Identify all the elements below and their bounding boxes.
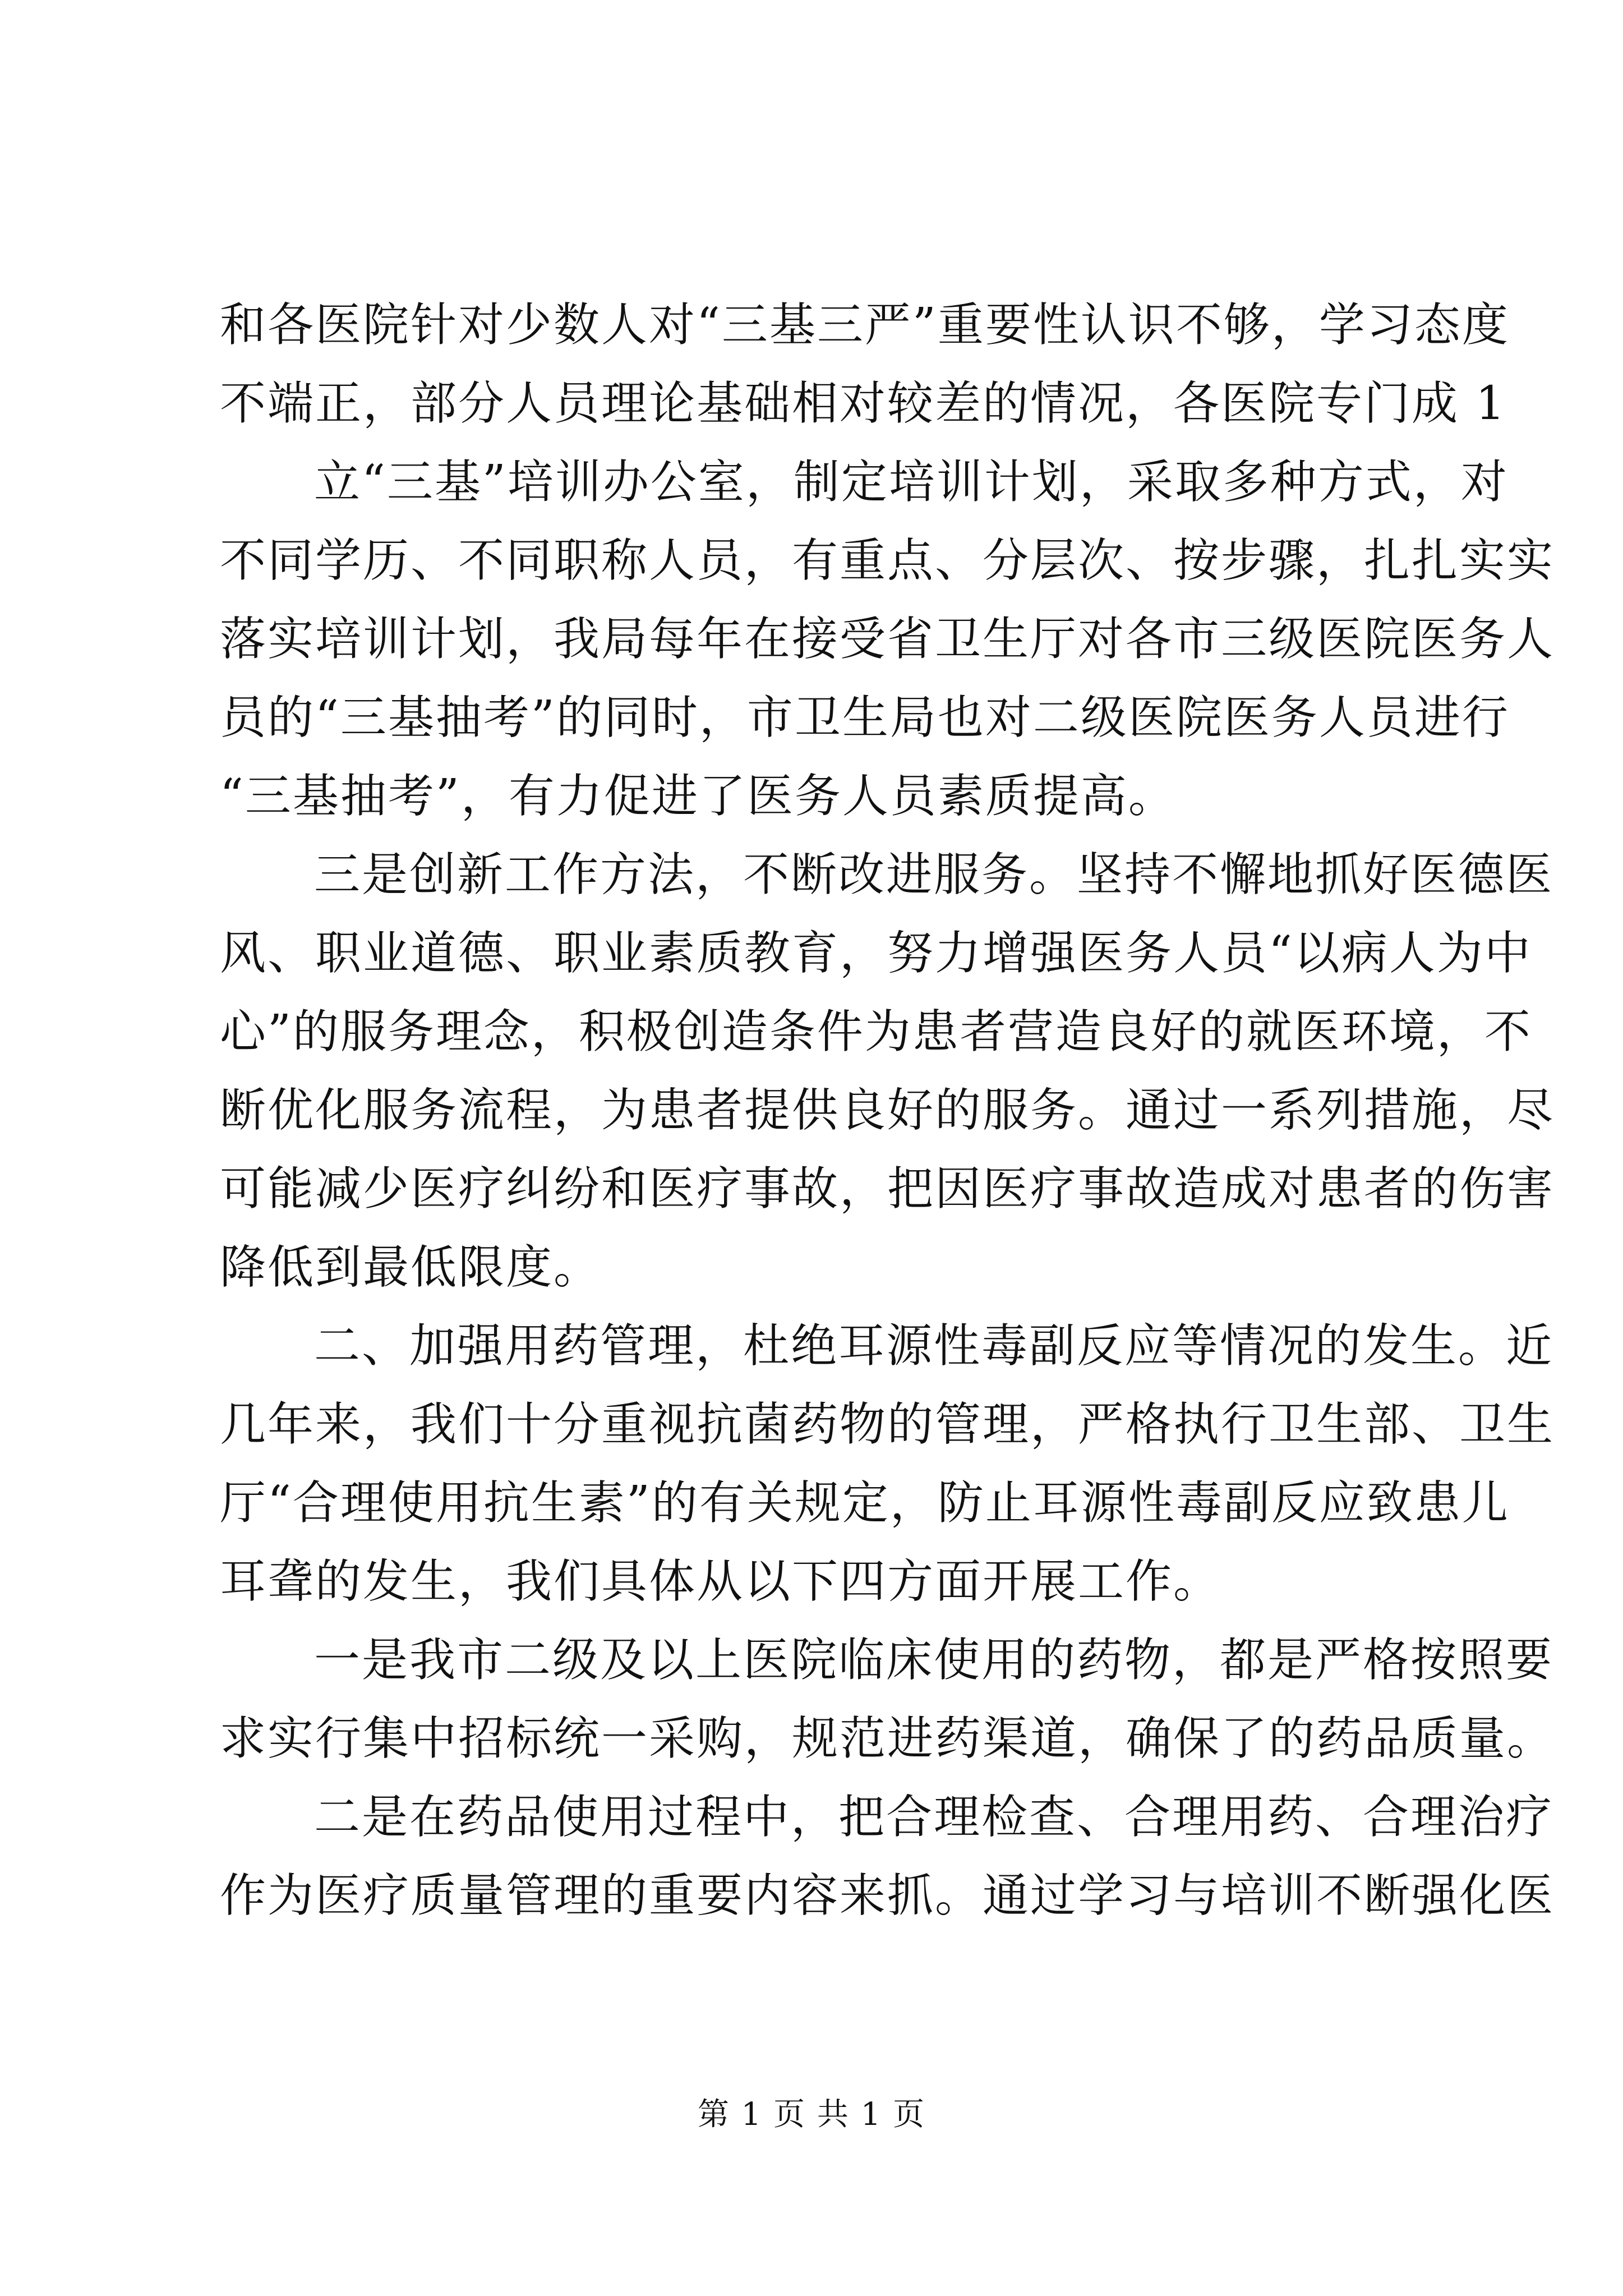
- text-line: 不端正，部分人员理论基础相对较差的情况，各医院专门成 1: [220, 377, 1507, 430]
- page-footer: 第 1 页 共 1 页: [697, 2096, 926, 2133]
- text-line: 耳聋的发生，我们具体从以下四方面开展工作。: [220, 1555, 1221, 1608]
- text-line: “三基抽考”，有力促进了医务人员素质提高。: [220, 770, 1176, 823]
- text-line: 风、职业道德、职业素质教育，努力增强医务人员“以病人为中: [220, 927, 1532, 980]
- text-line: 和各医院针对少数人对“三基三严”重要性认识不够，学习态度: [220, 298, 1510, 352]
- text-line: 求实行集中招标统一采购，规范进药渠道，确保了的药品质量。: [220, 1712, 1555, 1765]
- text-line: 可能减少医疗纠纷和医疗事故，把因医疗事故造成对患者的伤害: [220, 1162, 1555, 1216]
- text-line: 几年来，我们十分重视抗菌药物的管理，严格执行卫生部、卫生: [220, 1398, 1555, 1451]
- text-line: 厅“合理使用抗生素”的有关规定，防止耳源性毒副反应致患儿: [220, 1476, 1510, 1530]
- text-line: 作为医疗质量管理的重要内容来抓。通过学习与培训不断强化医: [220, 1869, 1555, 1922]
- document-body: [220, 286, 1555, 1935]
- text-line: 不同学历、不同职称人员，有重点、分层次、按步骤，扎扎实实: [220, 534, 1555, 587]
- text-line: 降低到最低限度。: [220, 1241, 602, 1294]
- text-line: 三是创新工作方法，不断改进服务。坚持不懈地抓好医德医: [314, 848, 1554, 901]
- text-line: 二、加强用药管理，杜绝耳源性毒副反应等情况的发生。近: [314, 1319, 1554, 1373]
- text-line: 断优化服务流程，为患者提供良好的服务。通过一系列措施，尽: [220, 1084, 1555, 1137]
- text-line: 一是我市二级及以上医院临床使用的药物，都是严格按照要: [314, 1634, 1554, 1687]
- text-line: 二是在药品使用过程中，把合理检查、合理用药、合理治疗: [314, 1791, 1554, 1844]
- text-line: 落实培训计划，我局每年在接受省卫生厅对各市三级医院医务人: [220, 613, 1555, 666]
- text-line: 员的“三基抽考”的同时，市卫生局也对二级医院医务人员进行: [220, 691, 1510, 744]
- text-line: 立“三基”培训办公室，制定培训计划，采取多种方式，对: [314, 455, 1509, 509]
- text-line: 心”的服务理念，积极创造条件为患者营造良好的就医环境，不: [220, 1005, 1532, 1059]
